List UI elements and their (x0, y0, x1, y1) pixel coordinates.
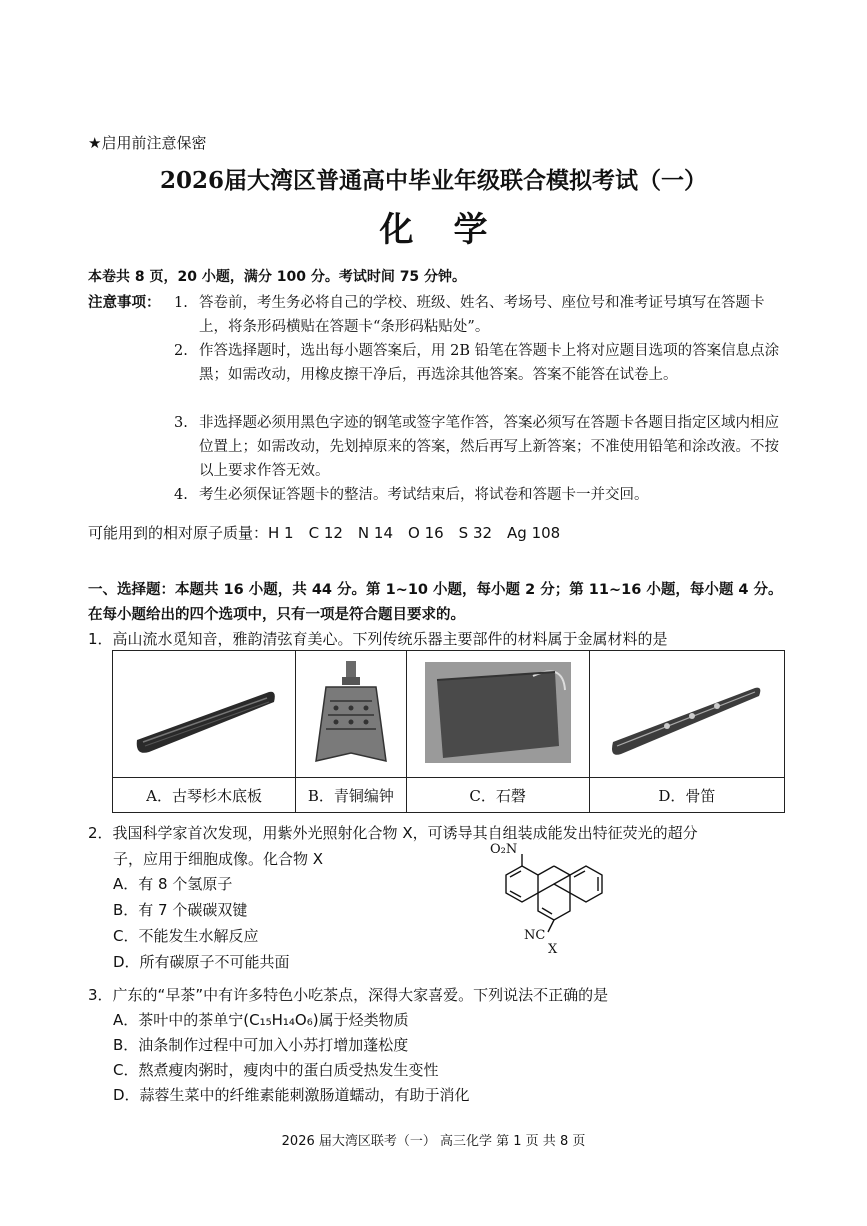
option-b: B．有 7 个碳碳双键 (113, 901, 248, 919)
notice-number: 3. (174, 415, 188, 431)
notice-item (174, 339, 784, 387)
page-footer: 2026 届大湾区联考（一） 高三化学 第 1 页 共 8 页 (281, 1134, 586, 1149)
exam-title: 2026届大湾区普通高中毕业年级联合模拟考试（一） (159, 167, 707, 194)
question-3-stem: 3．广东的“早茶”中有许多特色小吃茶点，深得大家喜爱。下列说法不正确的是 (88, 986, 609, 1004)
notice-text: 答卷前，考生务必将自己的学校、班级、姓名、考场号、座位号和准考证号填写在答题卡上，将条形码横贴在答题卡“条形码粘贴处”。 (199, 295, 765, 335)
notice-item (174, 483, 784, 507)
guqin-icon (129, 662, 279, 762)
notice-number: 1. (174, 295, 188, 311)
notice-number: 4. (174, 487, 188, 503)
option-b: B．油条制作过程中可加入小苏打增加蓬松度 (113, 1036, 409, 1054)
stone-chime-image (406, 651, 589, 778)
option-c-label: C．石磬 (406, 778, 589, 813)
option-d-label: D．骨笛 (589, 778, 784, 813)
atomic-masses: 可能用到的相对原子质量：H 1 C 12 N 14 O 16 S 32 Ag 108 (88, 524, 561, 542)
notice-text: 作答选择题时，选出每小题答案后，用 2B 铅笔在答题卡上将对应题目选项的答案信息点涂黑；如需改动，用橡皮擦干净后，再选涂其他答案。答案不能答在试卷上。 (199, 343, 780, 383)
cyano-group-label: NC (524, 928, 546, 943)
question-2-stem-line2: 子，应用于细胞成像。化合物 X (113, 850, 324, 868)
paper-info: 本卷共 8 页，20 小题，满分 100 分。考试时间 75 分钟。 (88, 269, 467, 285)
option-a: A．茶叶中的茶单宁(C₁₅H₁₄O₆)属于烃类物质 (113, 1011, 409, 1029)
bronze-bell-image (296, 651, 406, 778)
notice-item (174, 291, 784, 339)
notices-label: 注意事项： (88, 295, 161, 311)
bronze-bell-icon (306, 657, 396, 767)
instrument-table (112, 650, 785, 813)
option-d: D．所有碳原子不可能共面 (113, 953, 290, 971)
subject-title: 化学 (379, 210, 528, 250)
section-heading: 一、选择题：本题共 16 小题，共 44 分。第 1~10 小题，每小题 2 分；第 11~16 小题，每小题 4 分。在每小题给出的四个选项中，只有一项是符合题目要求的。 (88, 582, 783, 623)
notice-item (174, 411, 784, 483)
notice-text: 考生必须保证答题卡的整洁。考试结束后，将试卷和答题卡一并交回。 (199, 487, 649, 503)
compound-x-structure (490, 840, 620, 960)
notice-number: 2. (174, 343, 188, 359)
option-c: C．熬煮瘦肉粥时，瘦肉中的蛋白质受热发生变性 (113, 1061, 439, 1079)
nitro-group-label: O₂N (490, 842, 518, 857)
compound-name-label: X (548, 942, 558, 957)
confidential-note: ★启用前注意保密 (88, 134, 207, 152)
notice-text: 非选择题必须用黑色字迹的钢笔或签字笔作答，答案必须写在答题卡各题目指定区域内相应位置上；如需改动，先划掉原来的答案，然后再写上新答案；不准使用铅笔和涂改液。不按以上要求作答无效。 (199, 415, 779, 479)
option-c: C．不能发生水解反应 (113, 927, 259, 945)
option-d: D．蒜蓉生菜中的纤维素能刺激肠道蠕动，有助于消化 (113, 1086, 470, 1104)
option-a-label: A．古琴杉木底板 (113, 778, 296, 813)
bone-flute-image (589, 651, 784, 778)
guqin-image (113, 651, 296, 778)
stone-chime-icon (423, 660, 573, 765)
question-2-stem-line1: 2．我国科学家首次发现，用紫外光照射化合物 X，可诱导其自组装成能发出特征荧光的超分 (88, 824, 698, 842)
bone-flute-icon (607, 662, 767, 762)
option-a: A．有 8 个氢原子 (113, 875, 233, 893)
option-b-label: B．青铜编钟 (296, 778, 406, 813)
question-1-stem: 1．高山流水觅知音，雅韵清弦育美心。下列传统乐器主要部件的材料属于金属材料的是 (88, 630, 668, 648)
